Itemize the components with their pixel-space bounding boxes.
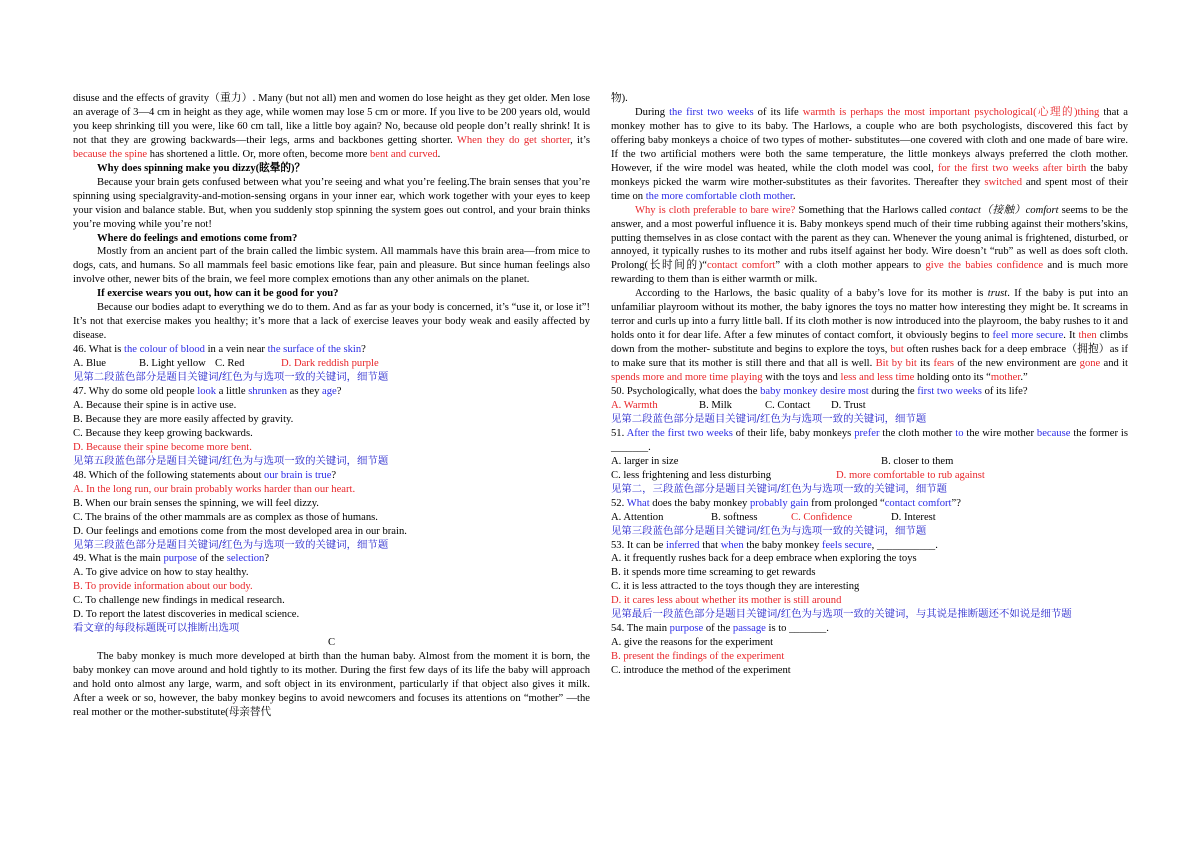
- text: that: [699, 539, 721, 551]
- paragraph-trust: [611, 287, 1128, 385]
- question-50: [611, 385, 1128, 399]
- option-a: A. give the reasons for the experiment: [611, 637, 774, 649]
- option-d: D. Trust: [831, 399, 866, 411]
- option-a: A. Attention: [611, 511, 664, 523]
- text: of its life: [753, 106, 803, 118]
- option-a: A. it frequently rushes back for a deep embrace when exploring the toys: [611, 553, 917, 565]
- option-c: C. The brains of the other mammals are as complex as those of humans.: [73, 511, 378, 523]
- text: , ___________.: [871, 539, 938, 551]
- option-c: C. Red: [215, 358, 245, 370]
- text: ?: [264, 553, 270, 565]
- text: climbs down from the mother- substitute and begins to explore the toys,: [611, 330, 1128, 356]
- option-b: B. Milk: [699, 399, 732, 411]
- text: , it’s: [570, 134, 590, 146]
- note-50: 见第二段蓝色部分是题目关键词/红色为与选项一致的关键词，细节题: [611, 412, 927, 425]
- option-a-answer: A. In the long run, our brain probably works harder than our heart.: [73, 483, 356, 495]
- option-c: C. Contact: [765, 399, 811, 411]
- text: ?: [336, 386, 342, 398]
- question-46: [73, 343, 590, 357]
- note-46: 见第二段蓝色部分是题目关键词/红色为与选项一致的关键词，细节题: [73, 371, 389, 384]
- text: 53. It can be: [611, 539, 667, 551]
- option-c: C. introduce the method of the experiment: [611, 665, 791, 677]
- option-b: B. Light yellow: [139, 358, 206, 370]
- question-keyword: passage: [732, 623, 766, 635]
- note-52: 见第三段蓝色部分是题目关键词/红色为与选项一致的关键词，细节题: [611, 524, 927, 537]
- option-d: D. Interest: [891, 511, 936, 523]
- option-b-answer: B. present the findings of the experiment: [611, 651, 785, 663]
- question-keyword: the colour of blood: [124, 344, 205, 356]
- left-column: [73, 92, 590, 720]
- answer-keyword: give the babies confidence: [925, 260, 1044, 272]
- text: 50. Psychologically, what does the: [611, 386, 761, 398]
- options-51-ab: [611, 455, 1128, 469]
- answer-keyword: bent and curved: [370, 148, 438, 160]
- answer-keyword: less and less time: [840, 372, 915, 384]
- text: the baby monkey: [743, 539, 822, 551]
- text: 49. What is the main: [73, 553, 164, 565]
- answer-keyword: switched: [984, 176, 1023, 188]
- question-keyword: look: [197, 386, 217, 398]
- question-keyword: probably gain: [749, 497, 809, 509]
- option-d-answer: D. it cares less about whether its mother is still around: [611, 595, 842, 607]
- option-b: B. When our brain senses the spinning, we will feel dizzy.: [73, 497, 319, 509]
- answer-keyword: fears: [933, 358, 955, 370]
- text: . It: [1063, 330, 1079, 342]
- question-keyword: baby monkey desire most: [760, 386, 869, 398]
- option-d-answer: D. Because their spine become more bent.: [73, 441, 252, 453]
- paragraph-feelings: Mostly from an ancient part of the brain called the limbic system. All mammals have this brain area—from mice to dogs, cats, and humans. So all mammals feel basic emotions like fear, pain and pleasure. But since human feelings also involve other, newer bits of the brain, we feel more complex emotions than any other animals on the planet.: [73, 246, 590, 286]
- answer-keyword: warmth is perhaps the most important psychological(心理的)thing: [802, 106, 1100, 118]
- note-49: 看文章的每段标题既可以推断出选项: [73, 622, 240, 635]
- text: its: [916, 358, 934, 370]
- question-53: [611, 539, 1128, 553]
- option-d-answer: D. more comfortable to rub against: [836, 469, 985, 481]
- answer-keyword: Why is cloth preferable to bare wire?: [635, 204, 796, 216]
- option-a: A. To give advice on how to stay healthy.: [73, 567, 249, 579]
- heading-feelings: Where do feelings and emotions come from?: [97, 232, 298, 244]
- text: and spent most of their time on: [611, 176, 1128, 202]
- question-keyword: contact comfort: [884, 497, 952, 509]
- paragraph-exercise: Because our bodies adapt to everything we do to them. And as far as your body is concerned, it’s “use it, or lose it”! It’s not that exercise makes you healthy; it’s more that a lack of exercise leaves your body weak and easily affected by disease.: [73, 302, 590, 342]
- question-keyword: the surface of the skin: [267, 344, 362, 356]
- text: a little: [216, 386, 249, 398]
- text: .”: [1020, 372, 1028, 384]
- option-c: C. To challenge new findings in medical research.: [73, 595, 285, 607]
- question-keyword: age: [322, 386, 337, 398]
- italic-term: trust: [987, 288, 1008, 300]
- question-keyword: because: [1036, 427, 1071, 439]
- note-51: 见第二，三段蓝色部分是题目关键词/红色为与选项一致的关键词，细节题: [611, 482, 947, 495]
- paragraph-baby-monkey: The baby monkey is much more developed at birth than the human baby. Almost from the moment it is born, the baby monkey can move around and hold tightly to its mother. During the first few days of its life the baby will approach and hold onto almost any large, warm, and soft object in its environment, particularly if that object also gives it milk. After a week or so, however, the baby monkey begins to avoid newcomers and focuses its attentions on “mother” —the real mother or the mother-substitute(母亲替代: [73, 651, 590, 718]
- answer-keyword: but: [890, 344, 904, 356]
- text: ” with a cloth mother appears to: [775, 260, 926, 272]
- text: is to _______.: [765, 623, 829, 635]
- text: seems to be the answer, and a most powerful influence it is. Baby monkeys spend much of their time rubbing against their mothers’skins, putting themselves in as close contact with the parent as they can. Whenever the young animal is frightened, disturbed, or annoyed, it typically rushes to its mother and rubs itself against her body. Wire doesn’t “rub” as well as does soft cloth. Prolong(长时间的)“: [611, 204, 1129, 272]
- question-48: [73, 469, 590, 483]
- answer-keyword: because the spine: [73, 148, 148, 160]
- option-a: A. larger in size: [611, 455, 679, 467]
- option-b: B. it spends more time screaming to get rewards: [611, 567, 816, 579]
- continuation: 物).: [611, 93, 628, 104]
- text: and it: [1100, 358, 1128, 370]
- answer-keyword: contact comfort: [706, 260, 776, 272]
- question-keyword: What: [626, 497, 650, 509]
- answer-keyword: then: [1078, 330, 1097, 342]
- option-c: C. less frightening and less disturbing: [611, 469, 772, 481]
- text: ?: [361, 344, 366, 356]
- text: has shortened a little. Or, more often, become more: [147, 148, 370, 160]
- text: of their life, baby monkeys: [732, 427, 855, 439]
- option-c: C. it is less attracted to the toys though they are interesting: [611, 581, 860, 593]
- paragraph-contact-comfort: [611, 204, 1128, 288]
- option-b: B. softness: [711, 511, 758, 523]
- question-keyword: feels secure: [821, 539, 872, 551]
- question-keyword: feel more secure: [992, 330, 1064, 342]
- text: as they: [287, 386, 323, 398]
- text: from prolonged “: [808, 497, 885, 509]
- text: 51.: [611, 427, 627, 439]
- question-47: [73, 385, 590, 399]
- note-48: 见第三段蓝色部分是题目关键词/红色为与选项一致的关键词，细节题: [73, 538, 389, 551]
- answer-keyword: gone: [1079, 358, 1101, 370]
- text: 48. Which of the following statements about: [73, 469, 265, 481]
- question-keyword: selection: [226, 553, 265, 565]
- option-b: B. closer to them: [881, 455, 954, 467]
- text: 54. The main: [611, 623, 670, 635]
- note-47: 见第五段蓝色部分是题目关键词/红色为与选项一致的关键词，细节题: [73, 454, 389, 467]
- text: 46. What is: [73, 344, 125, 356]
- option-d: D. Our feelings and emotions come from the most developed area in our brain.: [73, 525, 407, 537]
- option-b: B. Because they are more easily affected by gravity.: [73, 413, 294, 425]
- text: According to the Harlows, the basic quality of a baby’s love for its mother is: [635, 288, 988, 300]
- options-46: [73, 357, 590, 371]
- text: in a vein near: [204, 344, 268, 356]
- text: the baby monkeys picked the warm wire mother-substitutes as their favorites. Thereafter they: [611, 162, 1128, 188]
- options-50: [611, 399, 1128, 413]
- answer-keyword: When they do get shorter: [456, 134, 571, 146]
- text: the former is _______.: [611, 427, 1128, 453]
- heading-exercise: If exercise wears you out, how can it be good for you?: [97, 288, 339, 300]
- text: of the new environment are: [954, 358, 1080, 370]
- text: disuse and the effects of gravity（重力）. Many (but not all) men and women do lose height as they get older. Men lose an average of 3—4 cm in height as they age, while women may lose 5 cm or more. If you live to be 200 years old, would you keep shrinking till you were, like 60 cm tall, like a little boy again? No, because old people don’t really shrink! It is not that they are growing backwards—their legs, arms and backbones getting shorter.: [73, 93, 590, 146]
- question-54: [611, 622, 1128, 636]
- paragraph-warmth: [611, 106, 1128, 204]
- question-keyword: purpose: [163, 553, 197, 565]
- question-keyword: purpose: [669, 623, 704, 635]
- paragraph-dizzy: Because your brain gets confused between what you’re seeing and what you’re feeling.The brain senses that you’re spinning using specialgravity-and-motion-sensing organs in your inner ear, which work together with your eyes to keep your vision and balance stable. But, when you suddenly stop spinning the system goes out control, and your brain thinks you’re moving while you’re not!: [73, 176, 590, 230]
- question-keyword: shrunken: [248, 386, 288, 398]
- right-column: [611, 92, 1128, 678]
- text: . If the baby is put into an unfamiliar playroom without its mother, the baby ignores the toys no matter how interesting they might be. It screams in terror and curls up into a furry little ball. If its cloth mother is now introduced into the playroom, the baby rushes to it and holds onto it for dear life. After a few minutes of contact comfort, it obviously begins to: [611, 288, 1128, 342]
- text: and is much more rewarding to them than is either warmth or milk.: [611, 260, 1128, 286]
- note-53: 见第最后一段蓝色部分是题目关键词/红色为与选项一致的关键词，与其说是推断题还不如说是细节题: [611, 608, 1072, 621]
- heading-dizzy: Why does spinning make you dizzy(眩晕的)？: [97, 162, 306, 174]
- question-keyword: when: [720, 539, 744, 551]
- text: 52.: [611, 497, 627, 509]
- text: the wire mother: [963, 427, 1037, 439]
- text: does the baby monkey: [649, 497, 750, 509]
- question-keyword: the first two weeks: [669, 106, 754, 118]
- answer-keyword: for the first two weeks after birth: [937, 162, 1087, 174]
- text: ?: [331, 469, 337, 481]
- option-a-answer: A. Warmth: [611, 399, 658, 411]
- text: the cloth mother: [879, 427, 956, 439]
- answer-keyword: mother: [990, 372, 1021, 384]
- option-c-answer: C. Confidence: [791, 511, 853, 523]
- question-keyword: After the first two weeks: [626, 427, 733, 439]
- text: of the: [703, 623, 733, 635]
- question-keyword: first two weeks: [917, 386, 982, 398]
- question-keyword: prefer: [854, 427, 880, 439]
- text: ”?: [951, 497, 961, 509]
- question-keyword: the more comfortable cloth mother: [645, 190, 793, 202]
- answer-keyword: Bit by bit: [875, 358, 917, 370]
- answer-keyword: spends more and more time playing: [611, 372, 763, 384]
- option-d-answer: D. Dark reddish purple: [281, 358, 379, 370]
- text: often rushes back for a deep embrace（拥抱）as if to make sure that its mother is still there and that all is well.: [611, 344, 1128, 370]
- paragraph-gravity: [73, 92, 590, 162]
- text: holding onto its “: [914, 372, 991, 384]
- text: with the toys and: [762, 372, 841, 384]
- italic-term: contact（接触）comfort: [949, 204, 1059, 216]
- question-49: [73, 552, 590, 566]
- option-b-answer: B. To provide information about our body.: [73, 581, 253, 593]
- question-51: [611, 427, 1128, 455]
- question-keyword: inferred: [666, 539, 700, 551]
- text: .: [437, 148, 441, 160]
- section-c-heading: C: [327, 637, 336, 649]
- text: during the: [868, 386, 918, 398]
- option-c: C. Because they keep growing backwards.: [73, 427, 253, 439]
- options-51-cd: [611, 469, 1128, 483]
- text: Something that the Harlows called: [795, 204, 950, 216]
- text: of the: [196, 553, 227, 565]
- option-d: D. To report the latest discoveries in medical science.: [73, 609, 300, 621]
- options-52: [611, 511, 1128, 525]
- text: .: [792, 190, 796, 202]
- text: During: [635, 106, 670, 118]
- question-keyword: to: [955, 427, 964, 439]
- question-52: [611, 497, 1128, 511]
- option-a: A. Because their spine is in active use.: [73, 399, 237, 411]
- option-a: A. Blue: [73, 358, 106, 370]
- text: of its life?: [981, 386, 1028, 398]
- text: 47. Why do some old people: [73, 386, 198, 398]
- question-keyword: our brain is true: [264, 469, 332, 481]
- text: that a monkey mother has to give to its baby. The Harlows, a couple who are both psychologists, discovered this fact by offering baby monkeys a choice of two types of mother- substitutes—one covered with cloth and one made of bare wire. If the two artificial mothers were both the same temperature, the little monkeys always preferred the cloth mother. However, if the wire model was heated, while the cloth model was cool,: [611, 106, 1129, 174]
